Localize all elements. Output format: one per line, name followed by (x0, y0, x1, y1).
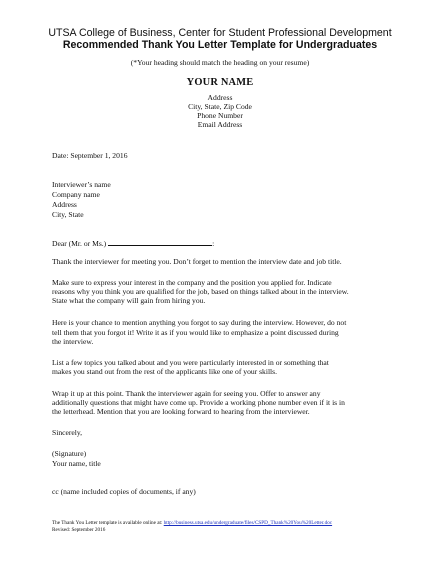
closing-signature: (Signature) (52, 449, 87, 458)
header-title: Recommended Thank You Letter Template for Undergraduates (62, 39, 378, 51)
paragraph-line: the letterhead. Mention that you are looking forward to hearing from the interviewer. (52, 407, 310, 416)
sender-city-state-zip: City, State, Zip Code (188, 102, 252, 111)
recipient-name: Interviewer’s name (52, 180, 111, 189)
paragraph-line: additionally questions that might have come up. Provide a working phone number even if it is in (52, 398, 345, 407)
paragraph-line: the interview. (52, 337, 94, 346)
sender-phone: Phone Number (197, 111, 243, 120)
recipient-address: Address (52, 200, 77, 209)
heading-note: (*Your heading should match the heading on your resume) (130, 58, 310, 67)
paragraph-line: Here is your chance to mention anything you forgot to say during the interview. However, do not (52, 318, 347, 327)
paragraph-line: Make sure to express your interest in the company and the position you applied for. Indicate (52, 278, 332, 287)
paragraph-line: reasons why you think you are qualified for the job, based on things talked about in the interview. (52, 287, 349, 296)
paragraph-line: Wrap it up at this point. Thank the interviewer again for seeing you. Offer to answer any (52, 389, 321, 398)
sender-name: YOUR NAME (186, 77, 254, 88)
header-institution: UTSA College of Business, Center for Student Professional Development (48, 27, 392, 39)
salutation-blank-line (108, 238, 215, 248)
sender-email: Email Address (197, 120, 243, 129)
closing-name-title: Your name, title (52, 459, 101, 468)
salutation-prefix: Dear (Mr. or Ms.) (52, 239, 107, 248)
paragraph-line: tell them that you forgot it! Write it as if you would like to emphasize a point discussed during (52, 328, 339, 337)
paragraph-line: Thank the interviewer for meeting you. Don’t forget to mention the interview date and job title. (52, 257, 342, 266)
closing-cc: cc (name included copies of documents, if any) (52, 487, 196, 496)
paragraph-line: State what the company will gain from hiring you. (52, 296, 206, 305)
salutation-colon: : (212, 239, 215, 248)
sender-address: Address (207, 93, 233, 102)
closing-sincerely: Sincerely, (52, 428, 83, 437)
recipient-company: Company name (52, 190, 100, 199)
footer-availability (52, 520, 332, 526)
template-link[interactable]: http://business.utsa.edu/undergraduate/files/CSPD_Thank%20You%20Letter.doc (163, 520, 333, 526)
paragraph-line: List a few topics you talked about and you were particularly interested in or something that (52, 358, 329, 367)
salutation (52, 238, 214, 248)
letter-date: Date: September 1, 2016 (52, 151, 128, 160)
recipient-city-state: City, State (52, 210, 84, 219)
paragraph-line: makes you stand out from the rest of the applicants like one of your skills. (52, 367, 278, 376)
footer-revised: Revised: September 2016 (52, 527, 106, 533)
footer-text: The Thank You Letter template is available online at: (52, 520, 163, 526)
